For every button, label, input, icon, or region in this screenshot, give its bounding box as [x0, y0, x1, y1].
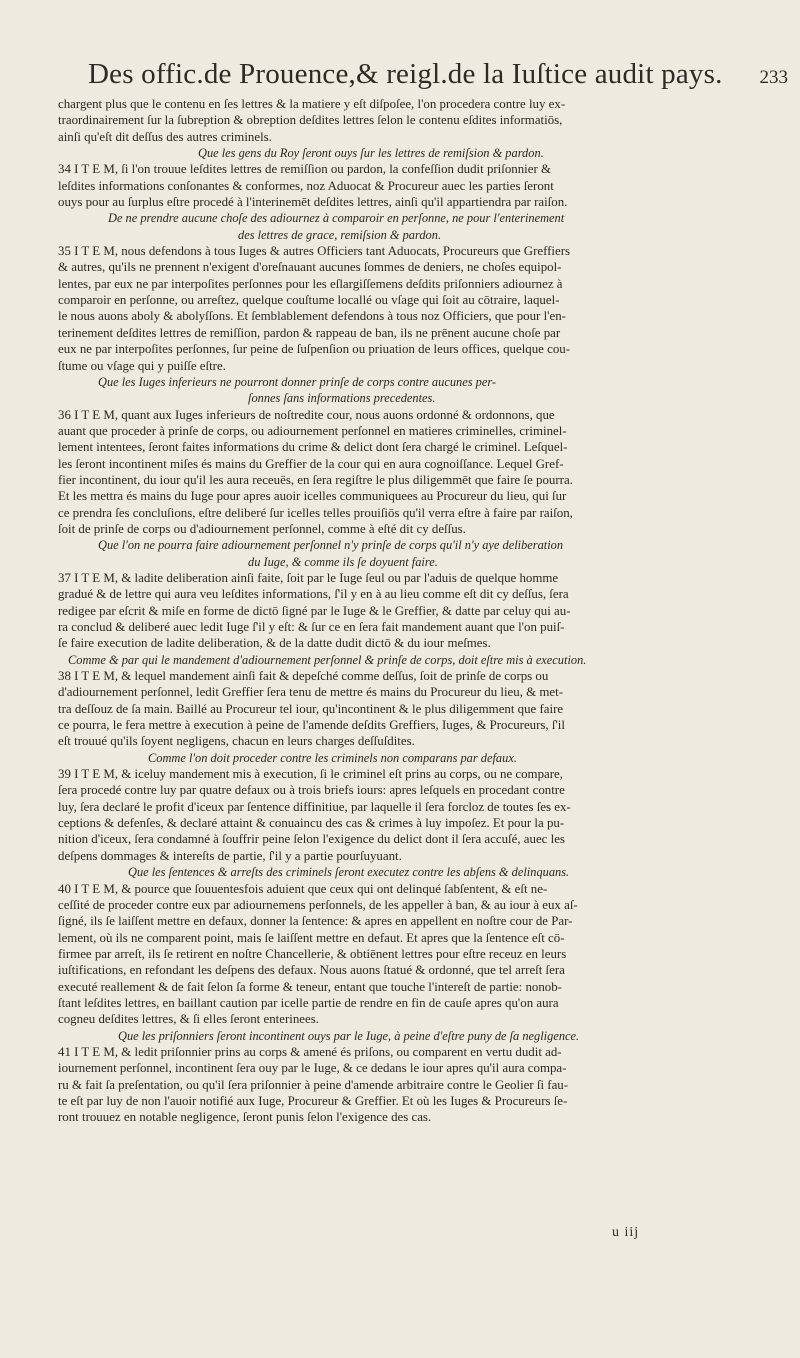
- text-line: Et les mettra és mains du Iuge pour apres auoir icelles communiquees au Procureur du lieu, qui ſur: [58, 489, 567, 504]
- section-heading: Comme l'on doit proceder contre les criminels non comparans par defaux.: [148, 750, 517, 765]
- text-line: ſtume ou vſage qui y puiſſe eſtre.: [58, 358, 226, 373]
- text-line: eux ne par interpoſites perſonnes, ſur peine de ſuſpenſion ou priuation de leurs offices, quelque cou-: [58, 342, 571, 357]
- text-line: 35 I T E M, nous defendons à tous Iuges & autres Officiers tant Aduocats, Procureurs que Greffiers: [58, 244, 571, 259]
- text-line: auant que proceder à prinſe de corps, ou adiournement perſonnel en matieres criminelles, criminel-: [58, 423, 567, 438]
- page-header: [88, 58, 788, 91]
- section-heading: Que les priſonniers ſeront incontinent ouys par le Iuge, à peine d'eſtre puny de ſa negligence.: [118, 1028, 580, 1043]
- text-line: ſigné, ils ſe laiſſent mettre en defaux, donner la ſentence: & apres en appellent en noſtre cour de Par-: [58, 914, 573, 929]
- text-line: gradué & de lettre qui aura veu leſdites informations, ſ'il y en à au lieu comme eſt dit cy deſſus, ſera: [58, 587, 569, 602]
- text-line: ſera procedé contre luy par quatre defaux ou à trois briefs iours: apres leſquels en procedant contre: [58, 783, 565, 798]
- section-heading: ſonnes ſans informations precedentes.: [248, 391, 436, 406]
- text-line: iuſtifications, en refondant les deſpens des defaux. Nous auons ſtatué & ordonné, que tel arreſt ſera: [58, 963, 565, 978]
- text-line: d'adiournement perſonnel, ledit Greffier ſera tenu de mettre és mains du Procureur du lieu, & met-: [58, 685, 564, 700]
- text-line: executé reallement & de fait ſelon ſa forme & teneur, entant que touche l'intereſt de partie: nonob-: [58, 979, 562, 994]
- text-body: [58, 96, 676, 1126]
- text-line: te eſt par luy de non l'auoir notifié aux Iuge, Procureur & Greffier. Et où les Iuges & Procureurs ſe-: [58, 1093, 568, 1108]
- text-line: 40 I T E M, & pource que ſouuentesfois aduient que ceux qui ont delinqué ſabſentent, & eſt ne-: [58, 881, 548, 896]
- text-line: 38 I T E M, & lequel mandement ainſi fait & depeſché comme deſſus, ſoit de prinſe de corps ou: [58, 669, 549, 684]
- running-title: Des offic.de Prouence,& reigl.de la Iuſtice audit pays.: [88, 58, 723, 90]
- section-heading: Que l'on ne pourra faire adiournement perſonnel n'y prinſe de corps qu'il n'y aye deliberation: [98, 538, 564, 553]
- text-line: nition d'iceux, ſera condamné à ſouffrir peine ſelon l'exigence du delict dont il ſera accuſé, auec les: [58, 832, 565, 847]
- text-line: lement, où ils ne comparent point, mais ſe laiſſent mettre en defaut. Et apres que la ſentence eſt cō-: [58, 930, 565, 945]
- text-line: comparoir en perſonne, ou arreſtez, quelque couſtume locallé ou vſage qui ſoit au cōtraire, laquel-: [58, 293, 560, 308]
- text-line: ouys pour au ſurplus eſtre procedé à l'interinemēt deſdites lettres, ainſi qu'il appartiendra par raiſon.: [58, 195, 568, 210]
- text-line: ainſi qu'eſt dit deſſus des autres criminels.: [58, 129, 272, 144]
- section-heading: Que les ſentences & arreſts des criminels ſeront executez contre les abſens & delinquans.: [128, 865, 570, 880]
- text-line: chargent plus que le contenu en ſes lettres & la matiere y eſt diſpoſee, l'on procedera contre luy ex-: [58, 97, 566, 111]
- text-line: leſdites informations conſonantes & conformes, noz Aduocat & Procureur auec les parties ſeront: [58, 178, 554, 193]
- text-line: 37 I T E M, & ladite deliberation ainſi faite, ſoit par le Iuge ſeul ou par l'aduis de quelque homme: [58, 570, 559, 585]
- text-line: 41 I T E M, & ledit priſonnier prins au corps & amené és priſons, ou comparent en vertu dudit ad-: [58, 1044, 562, 1059]
- text-line: 39 I T E M, & iceluy mandement mis à execution, ſi le criminel eſt prins au corps, ou ne compare,: [58, 767, 563, 782]
- text-line: ra conclud & deliberé auec ledit Iuge ſ'il y eſt: & ſur ce en ſera fait mandement auant que l'on puiſ-: [58, 620, 565, 634]
- section-heading: Que les gens du Roy ſeront ouys ſur les lettres de remiſsion & pardon.: [198, 146, 544, 161]
- text-line: ſtant leſdites lettres, en baillant caution par icelle partie de rendre en fin de cauſe apres qu'on aura: [58, 995, 559, 1010]
- text-line: 34 I T E M, ſi l'on trouue leſdites lettres de remiſſion ou pardon, la confeſſion dudit priſonnier &: [58, 162, 552, 177]
- text-line: lement intentees, ſeront faites informations du crime & delict dont ſera chargé le criminel. Leſquel-: [58, 440, 568, 455]
- text-line: eſt trouué qu'ils ſoyent negligens, chacun en leurs charges deſſuſdites.: [58, 734, 415, 749]
- text-line: ront trouuez en notable negligence, ſeront punis ſelon l'exigence des cas.: [58, 1110, 432, 1125]
- text-line: terinement deſdites lettres de remiſſion, pardon & rappeau de ban, ils ne prēnent aucune choſe par: [58, 325, 561, 340]
- text-line: deſpens dommages & intereſts de partie, ſ'il y a partie pourſuyuant.: [58, 848, 402, 863]
- text-line: ru & fait ſa preſentation, ou qu'il ſera priſonnier à peine d'amende arbitraire contre le Geolier ſi fau-: [58, 1077, 569, 1092]
- text-line: fier incontinent, du iour qu'il les aura receuës, en ſera regiſtre le plus diligemmēt que faire ſe pourra.: [58, 472, 573, 487]
- text-line: le nous auons aboly & abolyſſons. Et ſemblablement defendons à tous noz Officiers, que pour l'en-: [58, 309, 566, 324]
- text-line: redigee par eſcrit & miſe en forme de dictō ſigné par le Iuge & le Greffier, & datte par celuy qui au-: [58, 603, 571, 618]
- section-heading: Comme & par qui le mandement d'adiournement perſonnel & prinſe de corps, doit eſtre mis à execution.: [68, 652, 587, 667]
- text-line: & autres, qu'ils ne prennent n'exigent d'oreſnauant aucunes ſommes de deniers, ne choſes equipol-: [58, 260, 562, 275]
- text-line: traordinairement ſur la ſubreption & obreption deſdites lettres ſelon le contenu eſdites informatiōs,: [58, 113, 563, 128]
- text-line: cogneu deſdites lettres, & ſi elles ſeront enterinees.: [58, 1012, 319, 1027]
- text-line: ceſſité de proceder contre eux par adiournemens perſonnels, de les appeller à ban, & au iour à eux aſ-: [58, 897, 578, 912]
- text-line: 36 I T E M, quant aux Iuges inferieurs de noſtredite cour, nous auons ordonné & ordonnons, que: [58, 407, 555, 422]
- page-number: 233: [759, 67, 788, 88]
- text-line: ce pourra, le fera mettre à execution à peine de l'amende deſdits Greffiers, Iuges, & Procureurs, ſ'il: [58, 718, 565, 733]
- section-heading: De ne prendre aucune choſe des adiournez à comparoir en perſonne, ne pour l'enterinement: [108, 211, 565, 226]
- text-line: iournement perſonnel, incontinent ſera ouy par le Iuge, & ce dedans le iour apres qu'il aura compa-: [58, 1061, 567, 1076]
- text-line: lentes, par eux ne par interpoſites perſonnes pour les eſlargiſſemens deſdits priſonniers adiournez à: [58, 276, 563, 291]
- text-line: ſoit de prinſe de corps ou d'adiournement perſonnel, comme à eſté dit cy deſſus.: [58, 521, 466, 536]
- text-line: luy, ſera declaré le profit d'iceux par ſentence diffinitiue, par laquelle il ſera forcloz de toutes ſes ex-: [58, 799, 571, 814]
- text-line: firmee par arreſt, ils ſe retirent en noſtre Chancellerie, & obtiēnent lettres pour eſtre receuz en leurs: [58, 946, 567, 961]
- section-heading: du Iuge, & comme ils ſe doyuent faire.: [248, 554, 438, 569]
- text-line: les ſeront incontinent miſes és mains du Greffier de la cour qui en aura cognoiſſance. Lequel Gref-: [58, 456, 564, 471]
- text-line: ſe faire execution de ladite deliberation, & de la datte dudit dictō & du iour meſmes.: [58, 636, 491, 651]
- section-heading: des lettres de grace, remiſsion & pardon.: [238, 227, 442, 242]
- text-line: ceptions & defenſes, & declaré attaint & conuaincu des cas & crimes à luy impoſez. Et pour la pu-: [58, 816, 565, 831]
- section-heading: Que les Iuges inferieurs ne pourront donner prinſe de corps contre aucunes per-: [98, 374, 497, 389]
- text-line: ce prendra ſes concluſions, eſtre deliberé ſur icelles telles prouiſiōs qu'il verra eſtre à faire par raiſon,: [58, 505, 573, 520]
- signature-mark: u iij: [612, 1225, 640, 1240]
- text-line: tra deſſouz de ſa main. Baillé au Procureur tel iour, qu'incontinent & le plus diligemment que faire: [58, 701, 564, 716]
